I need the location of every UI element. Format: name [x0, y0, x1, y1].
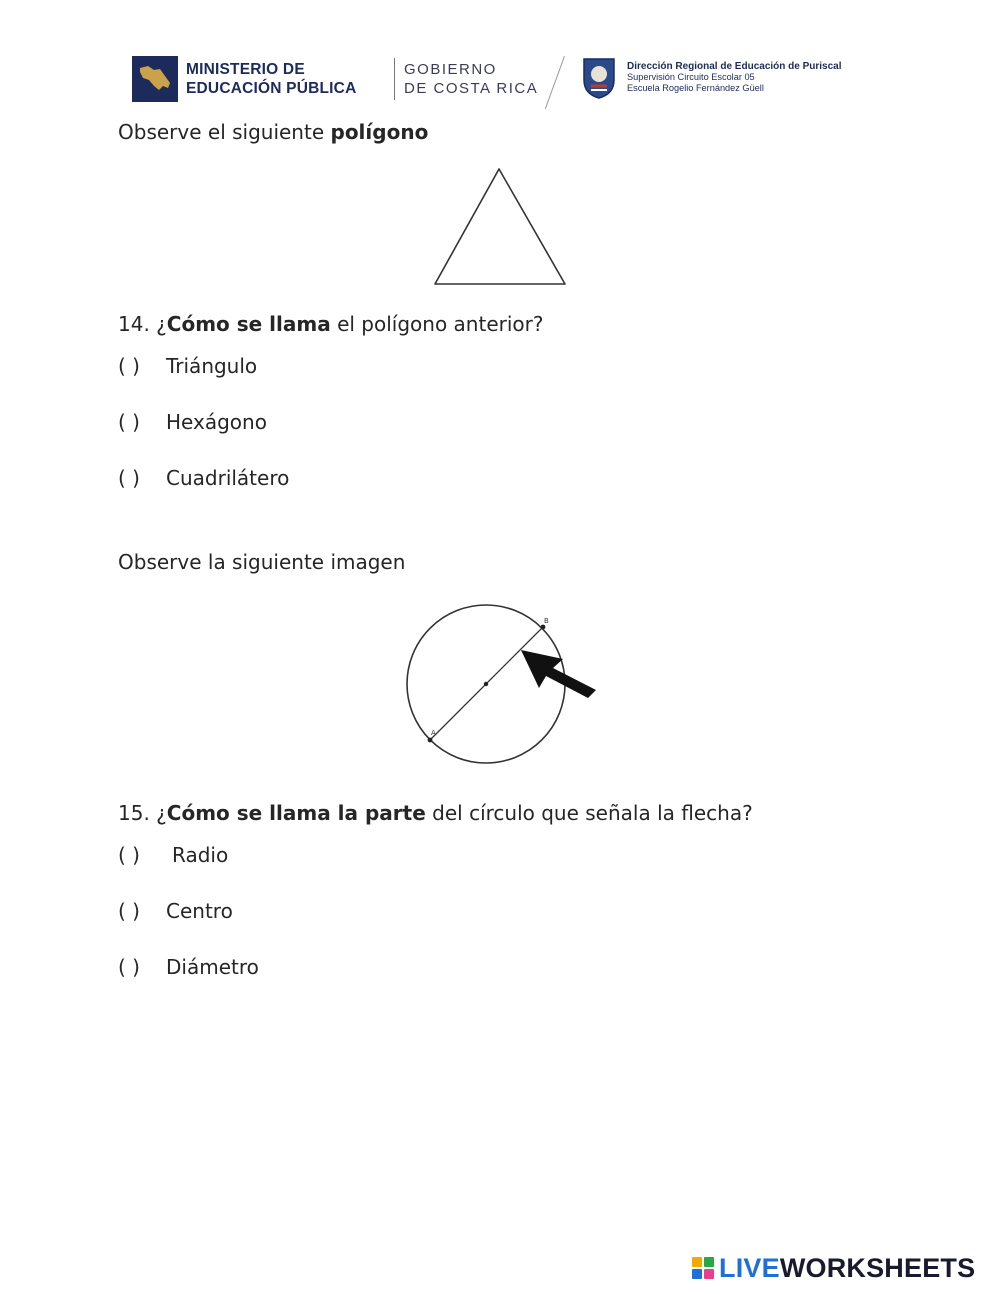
q14-bold: Cómo se llama	[166, 312, 331, 336]
answer-checkbox[interactable]: ( )	[118, 410, 140, 434]
polygon-intro-bold: polígono	[330, 120, 429, 144]
arrow-icon	[521, 650, 596, 698]
regional-direction-info	[627, 61, 842, 94]
option-label: Cuadrilátero	[166, 466, 290, 490]
header-divider-slanted	[545, 56, 565, 109]
circle-diameter-figure	[400, 598, 605, 770]
point-b-dot	[541, 625, 546, 630]
triangle-figure	[430, 165, 570, 290]
point-a-dot	[428, 738, 433, 743]
region-line-2: Supervisión Circuito Escolar 05	[627, 72, 755, 82]
ministry-line-2: EDUCACIÓN PÚBLICA	[186, 80, 357, 97]
liveworksheets-logo[interactable]	[692, 1254, 975, 1282]
q15-number: 15. ¿	[118, 801, 167, 825]
liveworksheets-blocks-icon	[692, 1256, 716, 1280]
region-line-3: Escuela Rogelio Fernández Güell	[627, 83, 764, 93]
header-divider	[394, 58, 395, 100]
ministry-logo	[132, 56, 384, 102]
option-label: Diámetro	[166, 955, 259, 979]
polygon-intro-text: Observe el siguiente	[118, 120, 331, 144]
school-crest-icon	[581, 56, 617, 100]
image-intro: Observe la siguiente imagen	[118, 550, 406, 574]
government-logo	[404, 60, 538, 98]
brand-live: LIVE	[719, 1253, 780, 1283]
center-dot	[484, 682, 488, 686]
option-label: Hexágono	[166, 410, 267, 434]
q15-option-radio[interactable]	[118, 843, 228, 867]
answer-checkbox[interactable]: ( )	[118, 955, 140, 979]
answer-checkbox[interactable]: ( )	[118, 899, 140, 923]
gov-line-2: DE COSTA RICA	[404, 80, 539, 97]
ministry-line-1: MINISTERIO DE	[186, 61, 305, 78]
q14-option-cuadrilatero[interactable]	[118, 466, 289, 490]
option-label: Centro	[166, 899, 233, 923]
q15-bold: Cómo se llama la parte	[166, 801, 426, 825]
brand-worksheets: WORKSHEETS	[779, 1253, 976, 1283]
question-15	[118, 801, 753, 825]
answer-checkbox[interactable]: ( )	[118, 843, 140, 867]
point-b-label: B	[544, 617, 549, 625]
answer-checkbox[interactable]: ( )	[118, 466, 140, 490]
q15-option-centro[interactable]	[118, 899, 233, 923]
costa-rica-map-icon	[132, 56, 178, 102]
gov-line-1: GOBIERNO	[404, 61, 497, 78]
q14-rest: el polígono anterior?	[330, 312, 544, 336]
document-header	[132, 54, 872, 112]
answer-checkbox[interactable]: ( )	[118, 354, 140, 378]
q15-rest: del círculo que señala la flecha?	[425, 801, 753, 825]
option-label: Radio	[172, 843, 229, 867]
question-14	[118, 312, 543, 336]
option-label: Triángulo	[166, 354, 258, 378]
q14-number: 14. ¿	[118, 312, 167, 336]
point-a-label: A	[431, 729, 436, 737]
region-line-1: Dirección Regional de Educación de Puriscal	[627, 61, 842, 72]
q14-option-triangulo[interactable]	[118, 354, 257, 378]
polygon-intro	[118, 120, 428, 144]
q14-option-hexagono[interactable]	[118, 410, 267, 434]
q15-option-diametro[interactable]	[118, 955, 259, 979]
